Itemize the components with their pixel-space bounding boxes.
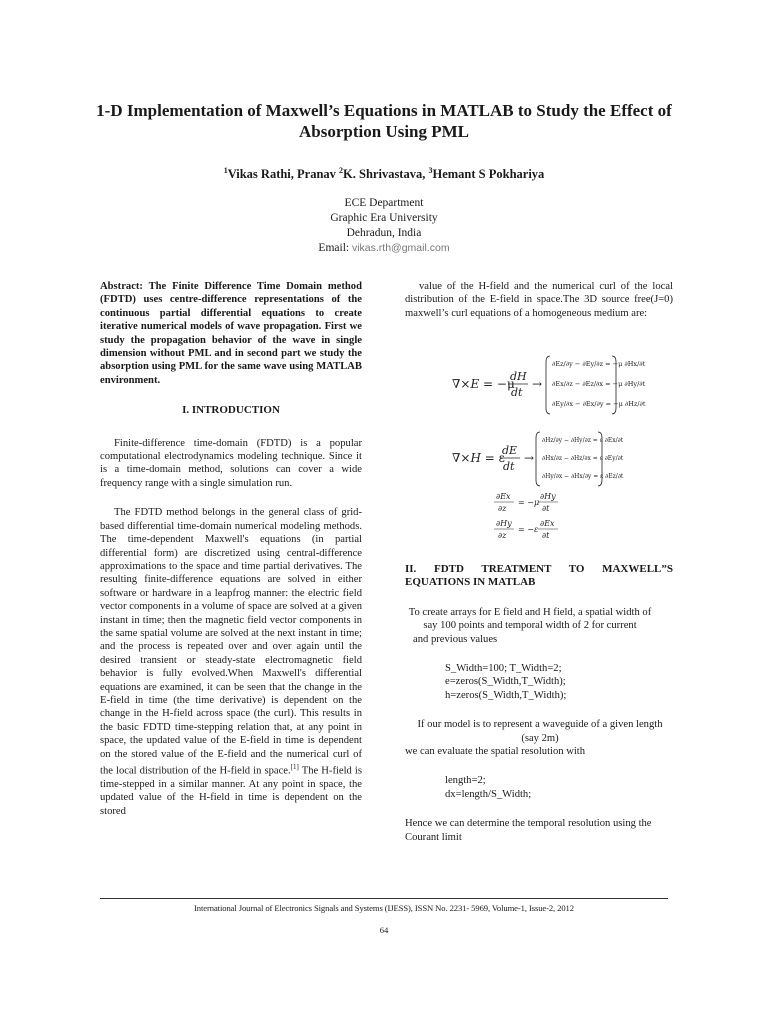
left-column	[100, 280, 362, 818]
right-paragraph-1: value of the H-field and the numerical curl of the local distribution of the E-field in space.The 3D source free(J=0) maxwell’s curl equations of a homogeneous medium are:	[405, 281, 673, 319]
svg-text:= −μ: = −μ	[518, 498, 540, 507]
intro-paragraph-1: Finite-difference time-domain (FDTD) is a popular computational electrodynamics modeling technique. Since it is a time-domain method, solutions can cover a wide frequency range with a single simulation run.	[100, 437, 362, 489]
section-2-paragraph-3: Hence we can determine the temporal resolution using the Courant limit	[405, 818, 652, 843]
section-2-paragraph-1b: and previous values	[413, 633, 498, 645]
code-line: S_Width=100; T_Width=2;	[445, 663, 562, 675]
svg-text:∂Ey/∂x − ∂Ex/∂y = −μ ∂Hz/∂t: ∂Ey/∂x − ∂Ex/∂y = −μ ∂Hz/∂t	[552, 400, 646, 408]
svg-text:→: →	[532, 377, 543, 391]
author-list	[100, 166, 668, 182]
abstract-label: Abstract	[100, 281, 140, 292]
svg-text:∂z: ∂z	[498, 531, 507, 540]
section-2	[405, 563, 673, 844]
author-1: Vikas Rathi, Pranav	[227, 167, 340, 182]
svg-text:∂Ex/∂z − ∂Ez/∂x = −μ ∂Hy/∂t: ∂Ex/∂z − ∂Ez/∂x = −μ ∂Hy/∂t	[552, 380, 646, 388]
citation-ref: [1]	[290, 763, 299, 771]
svg-text:∂t: ∂t	[542, 531, 550, 540]
footer-divider	[100, 898, 668, 899]
svg-text:∂t: ∂t	[542, 504, 550, 513]
right-column	[405, 280, 673, 320]
svg-text:dE: dE	[502, 444, 518, 457]
svg-text:∂Ex: ∂Ex	[540, 519, 555, 528]
svg-text:∂z: ∂z	[498, 504, 507, 513]
svg-text:dt: dt	[503, 460, 515, 473]
section-1-heading: I. INTRODUCTION	[182, 404, 280, 417]
1d-equations-figure	[492, 490, 582, 546]
svg-text:= −ε: = −ε	[518, 525, 539, 534]
email-link[interactable]: vikas.rth@gmail.com	[351, 242, 450, 254]
intro-paragraph-2a: The FDTD method belongs in the general class of grid-based differential time-domain numerical modeling methods. The time-dependent Maxwell's equations (in partial differential form) are discretized using central-difference approximations to the space and time partial derivatives. The resulting finite-difference equations are solved in either software or hardware in a leapfrog manner: the electric field vector components in a volume of space are solved at a given instant in time; then the magnetic field vector components in the same spatial volume are solved at the next instant in time; and the process is repeated over and over again until the desired transient or steady-state electromagnetic field behavior is fully evolved.When Maxwell's differential equations are examined, it can be seen that the change in the E-field in time (the time derivative) is dependent on the change in the H-field across space (the curl). This results in the basic FDTD time-stepping relation that, at any point in space, the updated value of the E-field in time is dependent on the stored value of the E-field and the numerical curl of the local distribution of the H-field in space.	[100, 507, 362, 777]
section-2-heading: II. FDTD TREATMENT TO MAXWELL”S EQUATIONS IN MATLAB	[405, 563, 673, 589]
author-2: K. Shrivastava,	[343, 167, 429, 182]
svg-text:∇×E = −μ: ∇×E = −μ	[452, 377, 515, 391]
intro-paragraph-2b: The H-field is time-stepped in a similar manner. At any point in space, the updated value of the H-field in time is dependent on the stored	[100, 765, 362, 817]
section-2-paragraph-2b: we can evaluate the spatial resolution with	[405, 746, 586, 758]
svg-text:∂Hy: ∂Hy	[540, 492, 556, 501]
code-line: dx=length/S_Width;	[445, 788, 532, 800]
svg-text:∂Hy/∂x − ∂Hx/∂y = ε ∂Ez/∂t: ∂Hy/∂x − ∂Hx/∂y = ε ∂Ez/∂t	[542, 473, 624, 480]
code-block-1	[405, 662, 673, 702]
abstract	[100, 280, 362, 387]
svg-text:∇×H = ε: ∇×H = ε	[452, 451, 505, 465]
svg-text:dt: dt	[511, 386, 523, 399]
author-1-sup: 1	[223, 166, 228, 175]
section-2-paragraph-1: To create arrays for E field and H field, a spatial width of say 100 points and temporal width of 2 for current	[408, 606, 652, 632]
affiliation	[200, 196, 568, 256]
code-line: e=zeros(S_Width,T_Width);	[445, 676, 566, 688]
svg-text:→: →	[524, 451, 535, 465]
department: ECE Department	[344, 197, 424, 209]
intro-paragraph-2	[100, 506, 362, 818]
email-label: Email:	[318, 242, 352, 254]
abstract-text: : The Finite Difference Time Domain method (FDTD) uses centre-difference representations of the continuous partial differential equations to create iterative numerical models of wave propagation. First we study the propagation behavior of the wave in single dimension without PML and in second part we study the absorption using PML for the same wave using MATLAB environment.	[100, 281, 362, 386]
title-line-2: Absorption Using PML	[298, 122, 470, 141]
author-3-sup: 3	[428, 166, 433, 175]
page-number: 64	[379, 925, 389, 935]
section-2-paragraph-2: If our model is to represent a waveguide of a given length (say 2m)	[417, 719, 663, 744]
svg-text:∂Hy: ∂Hy	[496, 519, 512, 528]
city: Dehradun, India	[346, 227, 422, 239]
author-3: Hemant S Pokhariya	[432, 167, 545, 182]
svg-text:∂Hx/∂z − ∂Hz/∂x = ε ∂Ey/∂t: ∂Hx/∂z − ∂Hz/∂x = ε ∂Ey/∂t	[542, 455, 624, 462]
svg-text:∂Ex: ∂Ex	[496, 492, 511, 501]
paper-title	[60, 100, 708, 142]
curl-h-equation-figure	[452, 430, 672, 490]
author-2-sup: 2	[339, 166, 344, 175]
code-line: length=2;	[445, 775, 486, 787]
university: Graphic Era University	[330, 212, 438, 224]
svg-text:∂Ez/∂y − ∂Ey/∂z = −μ ∂Hx/∂t: ∂Ez/∂y − ∂Ey/∂z = −μ ∂Hx/∂t	[552, 360, 646, 368]
code-line: h=zeros(S_Width,T_Width);	[445, 689, 567, 701]
svg-text:∂Hz/∂y − ∂Hy/∂z = ε ∂Ex/∂t: ∂Hz/∂y − ∂Hy/∂z = ε ∂Ex/∂t	[542, 437, 624, 444]
code-block-2	[405, 774, 673, 801]
svg-text:dH: dH	[510, 370, 527, 383]
title-line-1: 1-D Implementation of Maxwell’s Equations in MATLAB to Study the Effect of	[96, 101, 672, 120]
email-line	[200, 241, 568, 256]
curl-e-equation-figure	[452, 352, 672, 418]
journal-footer: International Journal of Electronics Signals and Systems (IJESS), ISSN No. 2231- 5969, Volume-1, Issue-2, 2012	[194, 903, 574, 913]
